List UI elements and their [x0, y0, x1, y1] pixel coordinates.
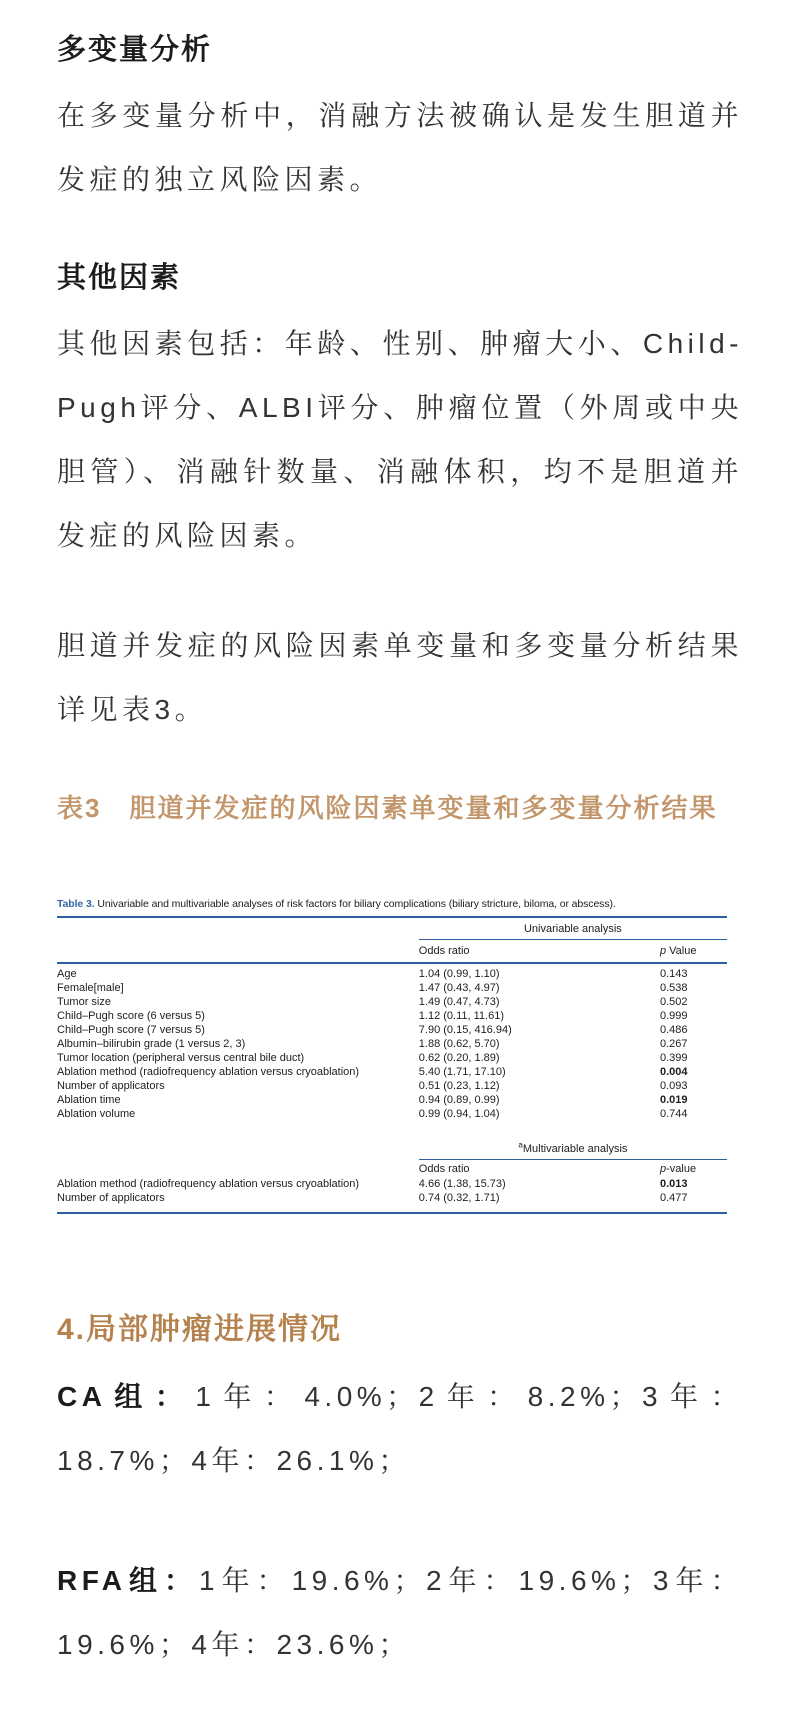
paragraph-ca-group [57, 1365, 743, 1493]
multivariable-column-headers [57, 1160, 727, 1177]
table-row: Child–Pugh score (7 versus 5) 7.90 (0.15, 416.94) 0.486 [57, 1023, 688, 1036]
table-row: Ablation method (radiofrequency ablation versus cryoablation) 5.40 (1.71, 17.10) 0.004 [57, 1065, 688, 1078]
univariable-column-headers [57, 940, 727, 964]
table3-title [57, 898, 727, 918]
table-row: Age 1.04 (0.99, 1.10) 0.143 [57, 967, 688, 980]
rfa-group-label: RFA组： [57, 1564, 199, 1596]
ca-group-values: 1年：4.0%；2年：8.2%；3年：18.7%；4年：26.1%； [57, 1380, 743, 1476]
multivariable-rows [57, 1177, 727, 1208]
heading-other-factors: 其他因素 [57, 262, 182, 294]
table-row: Ablation volume 0.99 (0.94, 1.04) 0.744 [57, 1107, 688, 1120]
table-row: Number of applicators 0.51 (0.23, 1.12) 0.093 [57, 1079, 688, 1092]
ca-group-label: CA组： [57, 1380, 196, 1412]
table-row: Albumin–bilirubin grade (1 versus 2, 3) 1.88 (0.62, 5.70) 0.267 [57, 1037, 688, 1050]
table-row: Tumor location (peripheral versus central bile duct) 0.62 (0.20, 1.89) 0.399 [57, 1051, 688, 1064]
spacer-cell [57, 1163, 419, 1176]
table3-title-text: Univariable and multivariable analyses of risk factors for biliary complications (biliary stricture, biloma, or abscess). [94, 898, 616, 910]
paragraph-table-reference: 胆道并发症的风险因素单变量和多变量分析结果详见表3。 [57, 630, 743, 725]
table3-caption: 表3 胆道并发症的风险因素单变量和多变量分析结果 [57, 793, 718, 823]
univariable-rows [57, 964, 727, 1123]
table3-figure [57, 898, 727, 1214]
table-row: Child–Pugh score (6 versus 5) 1.12 (0.11, 11.61) 0.999 [57, 1009, 688, 1022]
paragraph-multivariable: 在多变量分析中，消融方法被确认是发生胆道并发症的独立风险因素。 [57, 100, 743, 195]
heading-local-tumor-progression: 4.局部肿瘤进展情况 [57, 1312, 343, 1346]
col-p-value: p-value [659, 1162, 697, 1175]
table-row: Tumor size 1.49 (0.47, 4.73) 0.502 [57, 995, 688, 1008]
spacer-cell [57, 945, 419, 958]
paragraph-rfa-group [57, 1549, 743, 1677]
col-odds-ratio: Odds ratio [418, 1162, 470, 1175]
table3-title-label: Table 3. [57, 898, 95, 910]
table-row: Ablation time 0.94 (0.89, 0.99) 0.019 [57, 1093, 688, 1106]
multivariable-analysis-header: $^a$Multivariable analysis [419, 1133, 727, 1160]
col-p-value: p Value [659, 945, 697, 957]
table-row: Number of applicators 0.74 (0.32, 1.71) 0.477 [57, 1192, 688, 1205]
col-odds-ratio: Odds ratio [418, 945, 470, 957]
rfa-group-values: 1年：19.6%；2年：19.6%；3年：19.6%；4年：23.6%； [57, 1564, 743, 1660]
table-row: Female[male] 1.47 (0.43, 4.97) 0.538 [57, 981, 688, 994]
heading-multivariable-analysis: 多变量分析 [57, 34, 213, 66]
paragraph-other-factors: 其他因素包括：年龄、性别、肿瘤大小、Child-Pugh评分、ALBI评分、肿瘤位置（外周或中央胆管）、消融针数量、消融体积，均不是胆道并发症的风险因素。 [57, 328, 743, 551]
table-row: Ablation method (radiofrequency ablation versus cryoablation) 4.66 (1.38, 15.73) 0.013 [57, 1178, 688, 1191]
univariable-analysis-header: Univariable analysis [419, 918, 727, 940]
